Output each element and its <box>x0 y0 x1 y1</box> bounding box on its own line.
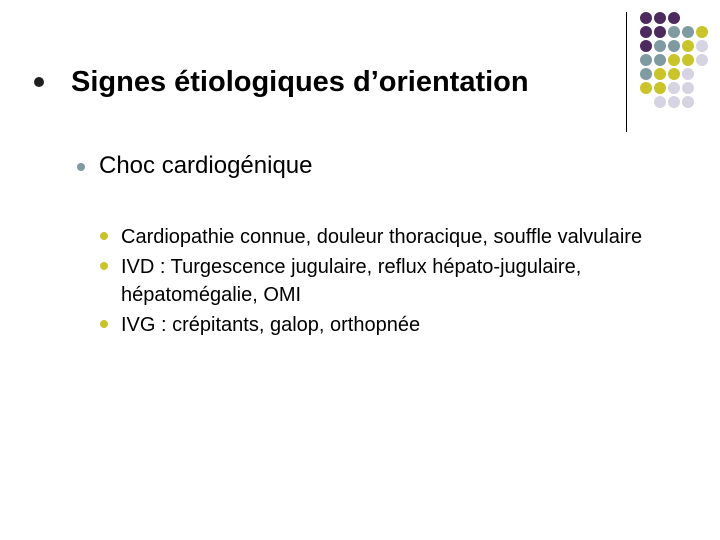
decorative-dot <box>654 68 666 80</box>
decorative-dot <box>696 54 708 66</box>
decorative-dot <box>640 54 652 66</box>
decorative-dot <box>654 96 666 108</box>
decorative-dot <box>654 54 666 66</box>
decorative-dot <box>640 12 652 24</box>
list-item-bullet <box>100 262 108 270</box>
list-item <box>100 223 700 251</box>
decorative-dot <box>696 26 708 38</box>
decorative-dot <box>668 26 680 38</box>
subheading-bullet <box>77 163 85 171</box>
decorative-dot <box>668 82 680 94</box>
decorative-dot <box>654 40 666 52</box>
decorative-dot <box>668 96 680 108</box>
decorative-dot <box>640 68 652 80</box>
decorative-dot <box>654 12 666 24</box>
list-item-text: IVD : Turgescence jugulaire, reflux hépato-jugulaire, hépatomégalie, OMI <box>121 256 582 306</box>
decorative-dot <box>682 54 694 66</box>
decorative-dot <box>668 40 680 52</box>
decorative-dot <box>640 26 652 38</box>
decorative-dot <box>640 82 652 94</box>
decorative-dot <box>696 40 708 52</box>
decorative-dot <box>682 40 694 52</box>
list-item <box>100 311 700 339</box>
decorative-dot <box>640 40 652 52</box>
list-item-bullet <box>100 232 108 240</box>
decorative-dot <box>682 68 694 80</box>
list-item-text: IVG : crépitants, galop, orthopnée <box>121 314 421 336</box>
list-item <box>100 253 700 309</box>
decorative-dot <box>654 26 666 38</box>
decorative-dot <box>668 54 680 66</box>
subheading: Choc cardiogénique <box>99 152 313 179</box>
decorative-vertical-line <box>626 12 627 132</box>
decorative-dot <box>682 96 694 108</box>
list-item-text: Cardiopathie connue, douleur thoracique, souffle valvulaire <box>121 226 643 248</box>
decorative-dot <box>682 26 694 38</box>
detail-list <box>100 223 700 341</box>
decorative-dot <box>668 12 680 24</box>
decorative-dot <box>668 68 680 80</box>
slide-title: Signes étiologiques d’orientation <box>71 66 529 98</box>
decorative-dot <box>682 82 694 94</box>
title-bullet <box>34 77 44 87</box>
decorative-dot <box>654 82 666 94</box>
list-item-bullet <box>100 320 108 328</box>
